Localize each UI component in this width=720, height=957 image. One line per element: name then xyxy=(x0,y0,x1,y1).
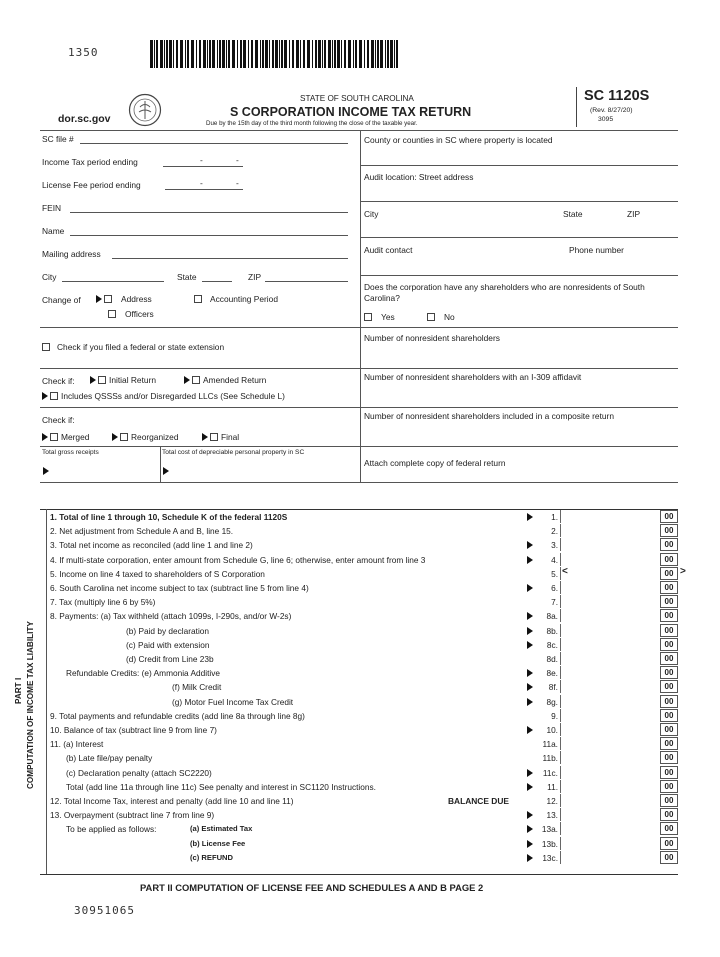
tax-line-label: (f) Milk Credit xyxy=(172,682,222,693)
depreciable-field[interactable] xyxy=(172,462,356,478)
amount-field[interactable] xyxy=(560,538,658,551)
composite-count-field[interactable] xyxy=(360,446,678,447)
arrow-icon xyxy=(527,811,533,819)
tax-line-label: 12. Total Income Tax, interest and penalty (add line 10 and line 11) xyxy=(50,796,294,806)
barcode-bar xyxy=(275,40,278,68)
audit-street-field[interactable] xyxy=(360,201,678,202)
tax-line-number: 4. xyxy=(551,554,558,565)
barcode-bar xyxy=(173,40,174,68)
amount-field[interactable] xyxy=(560,751,658,764)
cents-field: 00 xyxy=(660,510,678,523)
barcode-bar xyxy=(203,40,206,68)
city-label: City xyxy=(42,272,57,282)
barcode-bar xyxy=(262,40,264,68)
arrow-icon xyxy=(527,641,533,649)
final-label: Final xyxy=(221,432,240,442)
name-label: Name xyxy=(42,226,65,236)
cents-field: 00 xyxy=(660,751,678,764)
cents-field: 00 xyxy=(660,538,678,551)
arrow-icon xyxy=(43,467,49,475)
tax-line-number: 8b. xyxy=(546,625,558,636)
barcode xyxy=(150,40,402,70)
tax-line-label: 3. Total net income as reconciled (add line 1 and line 2) xyxy=(50,540,253,551)
arrow-icon xyxy=(527,683,533,691)
amount-field[interactable] xyxy=(560,680,658,693)
tax-line-label: 13. Overpayment (subtract line 7 from line 9) xyxy=(50,810,215,821)
amount-field[interactable] xyxy=(560,794,658,807)
cents-field: 00 xyxy=(660,794,678,807)
audit-state-label: State xyxy=(563,209,583,219)
barcode-bar xyxy=(269,40,270,68)
license-period-label: License Fee period ending xyxy=(42,180,141,190)
barcode-bar xyxy=(312,40,313,68)
barcode-bar xyxy=(303,40,305,68)
audit-zip-label: ZIP xyxy=(627,209,641,219)
barcode-bar xyxy=(176,40,178,68)
merged-checkbox[interactable] xyxy=(42,432,89,442)
barcode-bar xyxy=(341,40,342,68)
qsss-checkbox[interactable] xyxy=(42,391,285,401)
stamp-number-top: 1350 xyxy=(68,46,99,59)
date-separator: - xyxy=(200,155,203,165)
barcode-bar xyxy=(296,40,299,68)
barcode-bar xyxy=(324,40,326,68)
barcode-bar xyxy=(169,40,172,68)
tax-line-number: 9. xyxy=(551,710,558,721)
address-checkbox[interactable] xyxy=(96,294,152,304)
tax-line-label: 4. If multi-state corporation, enter amount from Schedule G, line 6; otherwise, enter amount from line 3 xyxy=(50,554,426,565)
form-code: 3095 xyxy=(598,116,614,123)
cents-field: 00 xyxy=(660,709,678,722)
barcode-bar xyxy=(300,40,301,68)
arrow-icon xyxy=(527,854,533,862)
tax-line-number: 11. xyxy=(547,781,558,792)
i309-count-field[interactable] xyxy=(360,407,678,408)
officers-checkbox[interactable] xyxy=(108,309,154,319)
cents-field: 00 xyxy=(660,609,678,622)
arrow-icon xyxy=(527,726,533,734)
cents-field: 00 xyxy=(660,553,678,566)
barcode-bar xyxy=(364,40,365,68)
part1-title: COMPUTATION OF INCOME TAX LIABILITY xyxy=(26,621,35,789)
barcode-bar xyxy=(187,40,189,68)
tax-line-number: 5. xyxy=(551,568,558,579)
cents-field: 00 xyxy=(660,766,678,779)
initial-return-checkbox[interactable] xyxy=(90,375,156,385)
barcode-bar xyxy=(199,40,201,68)
barcode-bar xyxy=(332,40,333,68)
nonresident-count-label: Number of nonresident shareholders xyxy=(364,333,500,343)
arrow-icon xyxy=(527,584,533,592)
stamp-number-bottom: 30951065 xyxy=(74,904,135,917)
change-of-label: Change of xyxy=(42,295,81,305)
barcode-bar xyxy=(289,40,290,68)
barcode-bar xyxy=(166,40,168,68)
cents-field: 00 xyxy=(660,695,678,708)
amount-field[interactable] xyxy=(560,624,658,637)
cents-field: 00 xyxy=(660,851,678,864)
arrow-icon xyxy=(527,541,533,549)
barcode-bar xyxy=(180,40,183,68)
arrow-icon xyxy=(527,556,533,564)
tax-line-label: Total (add line 11a through line 11c) See penalty and interest in SC1120 Instructions. xyxy=(66,781,376,792)
barcode-bar xyxy=(222,40,225,68)
tax-line-label: To be applied as follows: xyxy=(66,824,157,835)
barcode-bar xyxy=(371,40,374,68)
barcode-bar xyxy=(240,40,242,68)
state-field[interactable] xyxy=(202,281,232,282)
audit-location-label: Audit location: Street address xyxy=(364,172,474,182)
no-label: No xyxy=(444,312,455,322)
amount-field[interactable] xyxy=(560,652,658,665)
amount-field[interactable] xyxy=(560,567,658,580)
amount-field[interactable] xyxy=(560,709,658,722)
cents-field: 00 xyxy=(660,680,678,693)
county-label: County or counties in SC where property is located xyxy=(364,135,553,145)
barcode-bar xyxy=(237,40,238,68)
officers-label: Officers xyxy=(125,309,154,319)
barcode-bar xyxy=(248,40,249,68)
tax-line-number: 7. xyxy=(551,597,558,608)
nonresident-count-field[interactable] xyxy=(360,368,678,369)
barcode-bar xyxy=(355,40,357,68)
sc-file-field[interactable] xyxy=(80,143,348,144)
revision-date: (Rev. 8/27/20) xyxy=(590,107,633,114)
zip-label: ZIP xyxy=(248,272,262,282)
gross-receipts-label: Total gross receipts xyxy=(42,449,99,456)
tax-line-label: 2. Net adjustment from Schedule A and B, line 15. xyxy=(50,526,234,537)
tax-line-number: 11b. xyxy=(542,753,558,764)
amount-field[interactable] xyxy=(560,780,658,793)
barcode-bar xyxy=(353,40,354,68)
arrow-icon xyxy=(527,825,533,833)
audit-city-label: City xyxy=(364,209,379,219)
barcode-bar xyxy=(367,40,369,68)
barcode-bar xyxy=(228,40,230,68)
refund-label: (c) REFUND xyxy=(190,852,234,862)
date-separator: - xyxy=(236,155,239,165)
barcode-bar xyxy=(385,40,386,68)
amount-field[interactable] xyxy=(560,851,658,864)
composite-count-label: Number of nonresident shareholders included in a composite return xyxy=(364,411,614,421)
tax-line-label: 11. (a) Interest xyxy=(50,739,104,750)
tax-line-number: 13a. xyxy=(541,824,558,835)
tax-line-label: (c) Paid with extension xyxy=(126,639,210,650)
form-title: S CORPORATION INCOME TAX RETURN xyxy=(230,105,472,119)
barcode-bar xyxy=(156,40,158,68)
county-field[interactable] xyxy=(360,165,678,166)
cents-field: 00 xyxy=(660,652,678,665)
barcode-bar xyxy=(196,40,197,68)
fein-field[interactable] xyxy=(70,212,348,213)
income-period-label: Income Tax period ending xyxy=(42,157,138,167)
barcode-bar xyxy=(377,40,379,68)
balance-due-label: BALANCE DUE xyxy=(448,796,509,806)
i309-count-label: Number of nonresident shareholders with an I-309 affidavit xyxy=(364,372,582,382)
barcode-bar xyxy=(281,40,283,68)
tax-line-label: 1. Total of line 1 through 10, Schedule K of the federal 1120S xyxy=(50,512,288,522)
yes-label: Yes xyxy=(381,312,395,322)
city-field[interactable] xyxy=(62,281,164,282)
line5-open-bracket: < xyxy=(562,565,568,577)
amended-return-label: Amended Return xyxy=(203,375,267,385)
barcode-bar xyxy=(307,40,310,68)
barcode-bar xyxy=(209,40,211,68)
arrow-icon xyxy=(527,769,533,777)
arrow-icon xyxy=(527,612,533,620)
cents-field: 00 xyxy=(660,638,678,651)
barcode-bar xyxy=(344,40,346,68)
amount-field[interactable] xyxy=(560,666,658,679)
reorganized-label: Reorganized xyxy=(131,432,179,442)
fein-label: FEIN xyxy=(42,203,62,213)
arrow-icon xyxy=(527,698,533,706)
barcode-bar xyxy=(255,40,258,68)
tax-line-label: (b) Paid by declaration xyxy=(126,625,210,636)
barcode-bar xyxy=(284,40,287,68)
shareholders-question: Does the corporation have any shareholders who are nonresidents of South Carolina? xyxy=(364,282,645,303)
cents-field: 00 xyxy=(660,808,678,821)
amount-field[interactable] xyxy=(560,737,658,750)
state-label: State xyxy=(177,272,197,282)
mailing-address-field[interactable] xyxy=(112,258,348,259)
cents-field: 00 xyxy=(660,822,678,835)
tax-line-label: 10. Balance of tax (subtract line 9 from line 7) xyxy=(50,725,217,735)
income-period-field[interactable] xyxy=(163,166,243,167)
tax-line-number: 13c. xyxy=(542,852,558,863)
phone-label: Phone number xyxy=(569,245,624,255)
audit-city-field[interactable] xyxy=(360,237,678,238)
tax-line-number: 6. xyxy=(551,583,558,593)
barcode-bar xyxy=(272,40,274,68)
arrow-icon xyxy=(527,669,533,677)
address-option-label: Address xyxy=(121,294,152,304)
extension-checkbox[interactable] xyxy=(42,342,224,352)
tax-line-label: (d) Credit from Line 23b xyxy=(126,654,214,664)
zip-field[interactable] xyxy=(265,281,348,282)
check-if-label: Check if: xyxy=(42,376,75,386)
amount-field[interactable] xyxy=(560,766,658,779)
barcode-bar xyxy=(251,40,253,68)
tax-line-label: 9. Total payments and refundable credits (add line 8a through line 8g) xyxy=(50,710,305,721)
barcode-bar xyxy=(315,40,317,68)
arrow-icon xyxy=(527,783,533,791)
form-id: SC 1120S xyxy=(584,88,650,104)
reorganized-checkbox[interactable] xyxy=(112,432,179,442)
tax-line-label: Refundable Credits: (e) Ammonia Additive xyxy=(66,668,221,679)
cents-field: 00 xyxy=(660,595,678,608)
check-if-label-2: Check if: xyxy=(42,415,75,425)
tax-line-number: 13b. xyxy=(541,838,558,849)
tax-line-label: (g) Motor Fuel Income Tax Credit xyxy=(172,696,294,707)
cents-field: 00 xyxy=(660,524,678,537)
barcode-bar xyxy=(219,40,221,68)
amount-field[interactable] xyxy=(560,723,658,736)
amount-field[interactable] xyxy=(560,553,658,566)
audit-contact-label: Audit contact xyxy=(364,245,413,255)
amount-field[interactable] xyxy=(560,581,658,594)
amount-field[interactable] xyxy=(560,524,658,537)
barcode-bar xyxy=(265,40,268,68)
cents-field: 00 xyxy=(660,723,678,736)
barcode-bar xyxy=(217,40,218,68)
barcode-bar xyxy=(279,40,280,68)
sc-file-label: SC file # xyxy=(42,134,74,144)
tax-line-number: 11a. xyxy=(542,739,558,750)
barcode-bar xyxy=(226,40,227,68)
arrow-icon xyxy=(527,840,533,848)
tax-line-label: 6. South Carolina net income subject to tax (subtract line 5 from line 4) xyxy=(50,583,309,593)
barcode-bar xyxy=(154,40,155,68)
barcode-bar xyxy=(318,40,321,68)
attach-federal-note: Attach complete copy of federal return xyxy=(364,458,506,468)
barcode-bar xyxy=(207,40,208,68)
tax-line-number: 12. xyxy=(546,796,558,806)
amount-field[interactable] xyxy=(560,837,658,850)
barcode-bar xyxy=(212,40,215,68)
part2-footer: PART II COMPUTATION OF LICENSE FEE AND SCHEDULES A AND B PAGE 2 xyxy=(140,882,484,893)
gross-receipts-field[interactable] xyxy=(52,462,156,478)
barcode-bar xyxy=(243,40,246,68)
audit-contact-field[interactable] xyxy=(360,275,678,276)
barcode-bar xyxy=(334,40,336,68)
amount-field[interactable] xyxy=(560,808,658,821)
tax-line-number: 13. xyxy=(546,810,558,821)
amount-field[interactable] xyxy=(560,595,658,608)
barcode-bar xyxy=(160,40,163,68)
barcode-bar xyxy=(328,40,331,68)
cents-field: 00 xyxy=(660,737,678,750)
barcode-bar xyxy=(390,40,393,68)
amount-field[interactable] xyxy=(560,822,658,835)
license-period-field[interactable] xyxy=(165,189,243,190)
extension-label: Check if you filed a federal or state extension xyxy=(57,342,225,352)
tax-line-number: 8a. xyxy=(546,611,558,622)
tax-line-number: 8g. xyxy=(546,696,558,707)
barcode-bar xyxy=(292,40,294,68)
tax-line-number: 8c. xyxy=(546,639,558,650)
barcode-bar xyxy=(322,40,323,68)
tax-line-number: 2. xyxy=(551,526,558,537)
tax-line-label: 7. Tax (multiply line 6 by 5%) xyxy=(50,597,156,608)
cents-field: 00 xyxy=(660,581,678,594)
initial-return-label: Initial Return xyxy=(109,375,157,385)
tax-line-number: 8d. xyxy=(546,654,558,664)
state-name: STATE OF SOUTH CAROLINA xyxy=(300,94,414,103)
arrow-icon xyxy=(527,513,533,521)
barcode-bar xyxy=(375,40,376,68)
barcode-bar xyxy=(387,40,389,68)
arrow-icon xyxy=(527,627,533,635)
tax-line-number: 10. xyxy=(546,725,558,735)
no-checkbox[interactable] xyxy=(427,312,455,322)
barcode-bar xyxy=(150,40,153,68)
license-fee-label: (b) License Fee xyxy=(190,838,246,848)
final-checkbox[interactable] xyxy=(202,432,239,442)
tax-line-label: 8. Payments: (a) Tax withheld (attach 1099s, I-290s, and/or W-2s) xyxy=(50,611,292,622)
barcode-bar xyxy=(232,40,235,68)
barcode-bar xyxy=(380,40,383,68)
barcode-bar xyxy=(348,40,351,68)
date-separator: - xyxy=(236,178,239,188)
tax-line-number: 8f. xyxy=(548,682,558,693)
due-date-note: Due by the 15th day of the third month following the close of the taxable year. xyxy=(206,120,418,127)
tax-line-number: 11c. xyxy=(542,767,558,778)
name-field[interactable] xyxy=(70,235,348,236)
cents-field: 00 xyxy=(660,780,678,793)
arrow-icon xyxy=(163,467,169,475)
barcode-bar xyxy=(396,40,398,68)
yes-checkbox[interactable] xyxy=(364,312,395,322)
barcode-bar xyxy=(185,40,186,68)
part1-label: PART I xyxy=(14,677,23,704)
estimated-tax-label: (a) Estimated Tax xyxy=(190,824,253,834)
tax-line-label: (c) Declaration penalty (attach SC2220) xyxy=(66,767,212,778)
barcode-bar xyxy=(164,40,165,68)
cents-field: 00 xyxy=(660,666,678,679)
tax-line-number: 1. xyxy=(551,512,558,522)
amount-field[interactable] xyxy=(560,510,658,523)
cents-field: 00 xyxy=(660,567,678,580)
tax-line-number: 3. xyxy=(551,540,558,551)
depreciable-label: Total cost of depreciable personal property in SC xyxy=(162,449,305,456)
barcode-bar xyxy=(191,40,194,68)
cents-field: 00 xyxy=(660,837,678,850)
barcode-bar xyxy=(394,40,395,68)
amount-field[interactable] xyxy=(560,695,658,708)
mailing-address-label: Mailing address xyxy=(42,249,101,259)
accounting-period-checkbox[interactable] xyxy=(194,294,278,304)
amount-field[interactable] xyxy=(560,638,658,651)
line5-close-bracket: > xyxy=(680,565,686,577)
amended-return-checkbox[interactable] xyxy=(184,375,266,385)
date-separator: - xyxy=(200,178,203,188)
barcode-bar xyxy=(260,40,261,68)
tax-line-label: 5. Income on line 4 taxed to shareholders of S Corporation xyxy=(50,568,265,579)
barcode-bar xyxy=(337,40,340,68)
cents-field: 00 xyxy=(660,624,678,637)
amount-field[interactable] xyxy=(560,609,658,622)
accounting-period-label: Accounting Period xyxy=(210,294,278,304)
merged-label: Merged xyxy=(61,432,90,442)
tax-line-label: (b) Late file/pay penalty xyxy=(66,753,153,764)
barcode-bar xyxy=(359,40,362,68)
qsss-label: Includes QSSSs and/or Disregarded LLCs (See Schedule L) xyxy=(61,391,285,401)
website: dor.sc.gov xyxy=(58,113,111,125)
tax-line-number: 8e. xyxy=(546,668,558,679)
state-seal-icon xyxy=(128,93,162,127)
